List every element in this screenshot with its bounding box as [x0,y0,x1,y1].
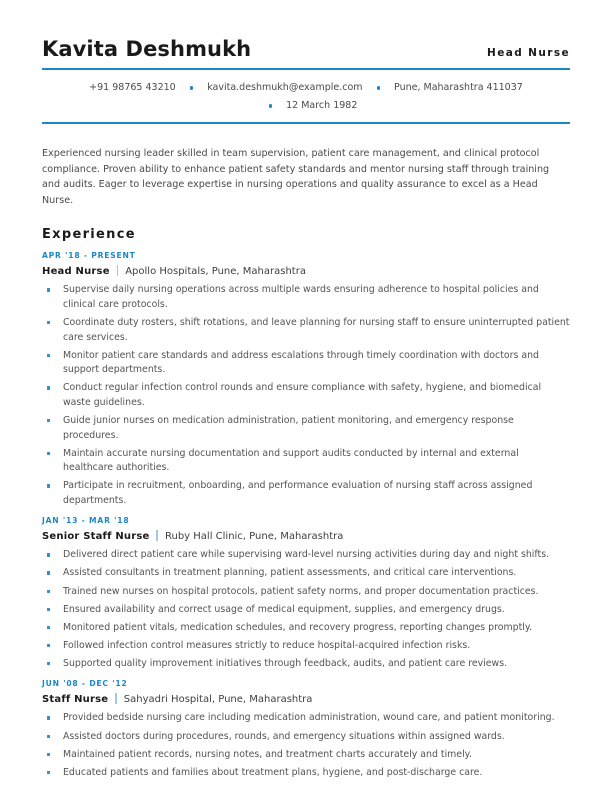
list-item: Provided bedside nursing care including medication administration, wound care, and patient monitoring. [42,711,570,726]
candidate-name: Kavita Deshmukh [42,37,252,61]
job-headline [42,528,570,543]
job-responsibility-list [42,711,570,780]
job-title: Senior Staff Nurse [42,531,150,543]
list-item: Participate in recruitment, onboarding, and performance evaluation of nursing staff across assigned departments. [42,479,570,508]
list-item: Followed infection control measures strictly to reduce hospital-acquired infection risks. [42,639,570,654]
list-item: Ensured availability and correct usage of medical equipment, supplies, and emergency drugs. [42,603,570,618]
contact-row-primary [42,79,570,97]
contact-block [42,70,570,122]
job-headline [42,691,570,706]
resume-header [42,0,570,61]
job-organization: Apollo Hospitals, Pune, Maharashtra [125,266,306,278]
list-item: Supported quality improvement initiatives through feedback, audits, and patient care reviews. [42,657,570,672]
section-title-experience: Experience [42,227,136,243]
job-organization: Sahyadri Hospital, Pune, Maharashtra [123,694,313,706]
list-item: Trained new nurses on hospital protocols, patient safety norms, and proper documentation practices. [42,585,570,600]
job-dates: JUN '08 - DEC '12 [42,679,128,689]
bullet-separator-icon [190,86,194,90]
list-item: Guide junior nurses on medication administration, patient monitoring, and emergency response procedures. [42,414,570,443]
list-item: Conduct regular infection control rounds and ensure compliance with safety, hygiene, and biomedical waste guidelines. [42,381,570,410]
job-headline [42,263,570,278]
list-item: Monitor patient care standards and address escalations through timely coordination with doctors and support departments. [42,349,570,378]
pipe-separator-icon [156,530,158,541]
experience-entry [42,679,570,780]
list-item: Coordinate duty rosters, shift rotations, and leave planning for nursing staff to ensure uninterrupted patient care services. [42,316,570,345]
pipe-separator-icon [115,693,117,704]
experience-entry [42,516,570,671]
list-item: Monitored patient vitals, medication schedules, and recovery progress, reporting changes promptly. [42,621,570,636]
bullet-separator-icon [269,104,273,108]
bullet-separator-icon [377,86,381,90]
list-item: Maintain accurate nursing documentation and support audits conducted by internal and external healthcare authorities. [42,447,570,476]
experience-entry [42,251,570,508]
list-item: Delivered direct patient care while supervising ward-level nursing activities during day and night shifts. [42,548,570,563]
job-title: Head Nurse [42,266,110,278]
job-title: Staff Nurse [42,694,109,706]
professional-summary: Experienced nursing leader skilled in team supervision, patient care management, and clinical protocol compliance. Proven ability to enhance patient safety standards and mentor nursing staff through training and audits. Eager to leverage expertise in nursing operations and quality assurance to excel as a Head Nurse. [42,148,550,206]
pipe-separator-icon [117,265,119,276]
list-item: Supervise daily nursing operations across multiple wards ensuring adherence to hospital policies and clinical care protocols. [42,283,570,312]
job-responsibility-list [42,283,570,508]
contact-address: Pune, Maharashtra 411037 [394,82,523,94]
contact-date-of-birth: 12 March 1982 [286,100,358,112]
job-responsibility-list [42,548,570,671]
list-item: Assisted doctors during procedures, rounds, and emergency situations within assigned wards. [42,730,570,745]
job-dates: JAN '13 - MAR '18 [42,516,130,526]
list-item: Educated patients and families about treatment plans, hygiene, and post-discharge care. [42,766,570,781]
list-item: Maintained patient records, nursing notes, and treatment charts accurately and timely. [42,748,570,763]
contact-email[interactable]: kavita.deshmukh@example.com [207,82,363,94]
contact-row-secondary [42,97,570,115]
job-organization: Ruby Hall Clinic, Pune, Maharashtra [164,531,344,543]
job-dates: APR '18 - PRESENT [42,251,136,261]
candidate-role: Head Nurse [487,47,570,59]
list-item: Assisted consultants in treatment planning, patient assessments, and critical care interventions. [42,566,570,581]
contact-phone: +91 98765 43210 [89,82,176,94]
